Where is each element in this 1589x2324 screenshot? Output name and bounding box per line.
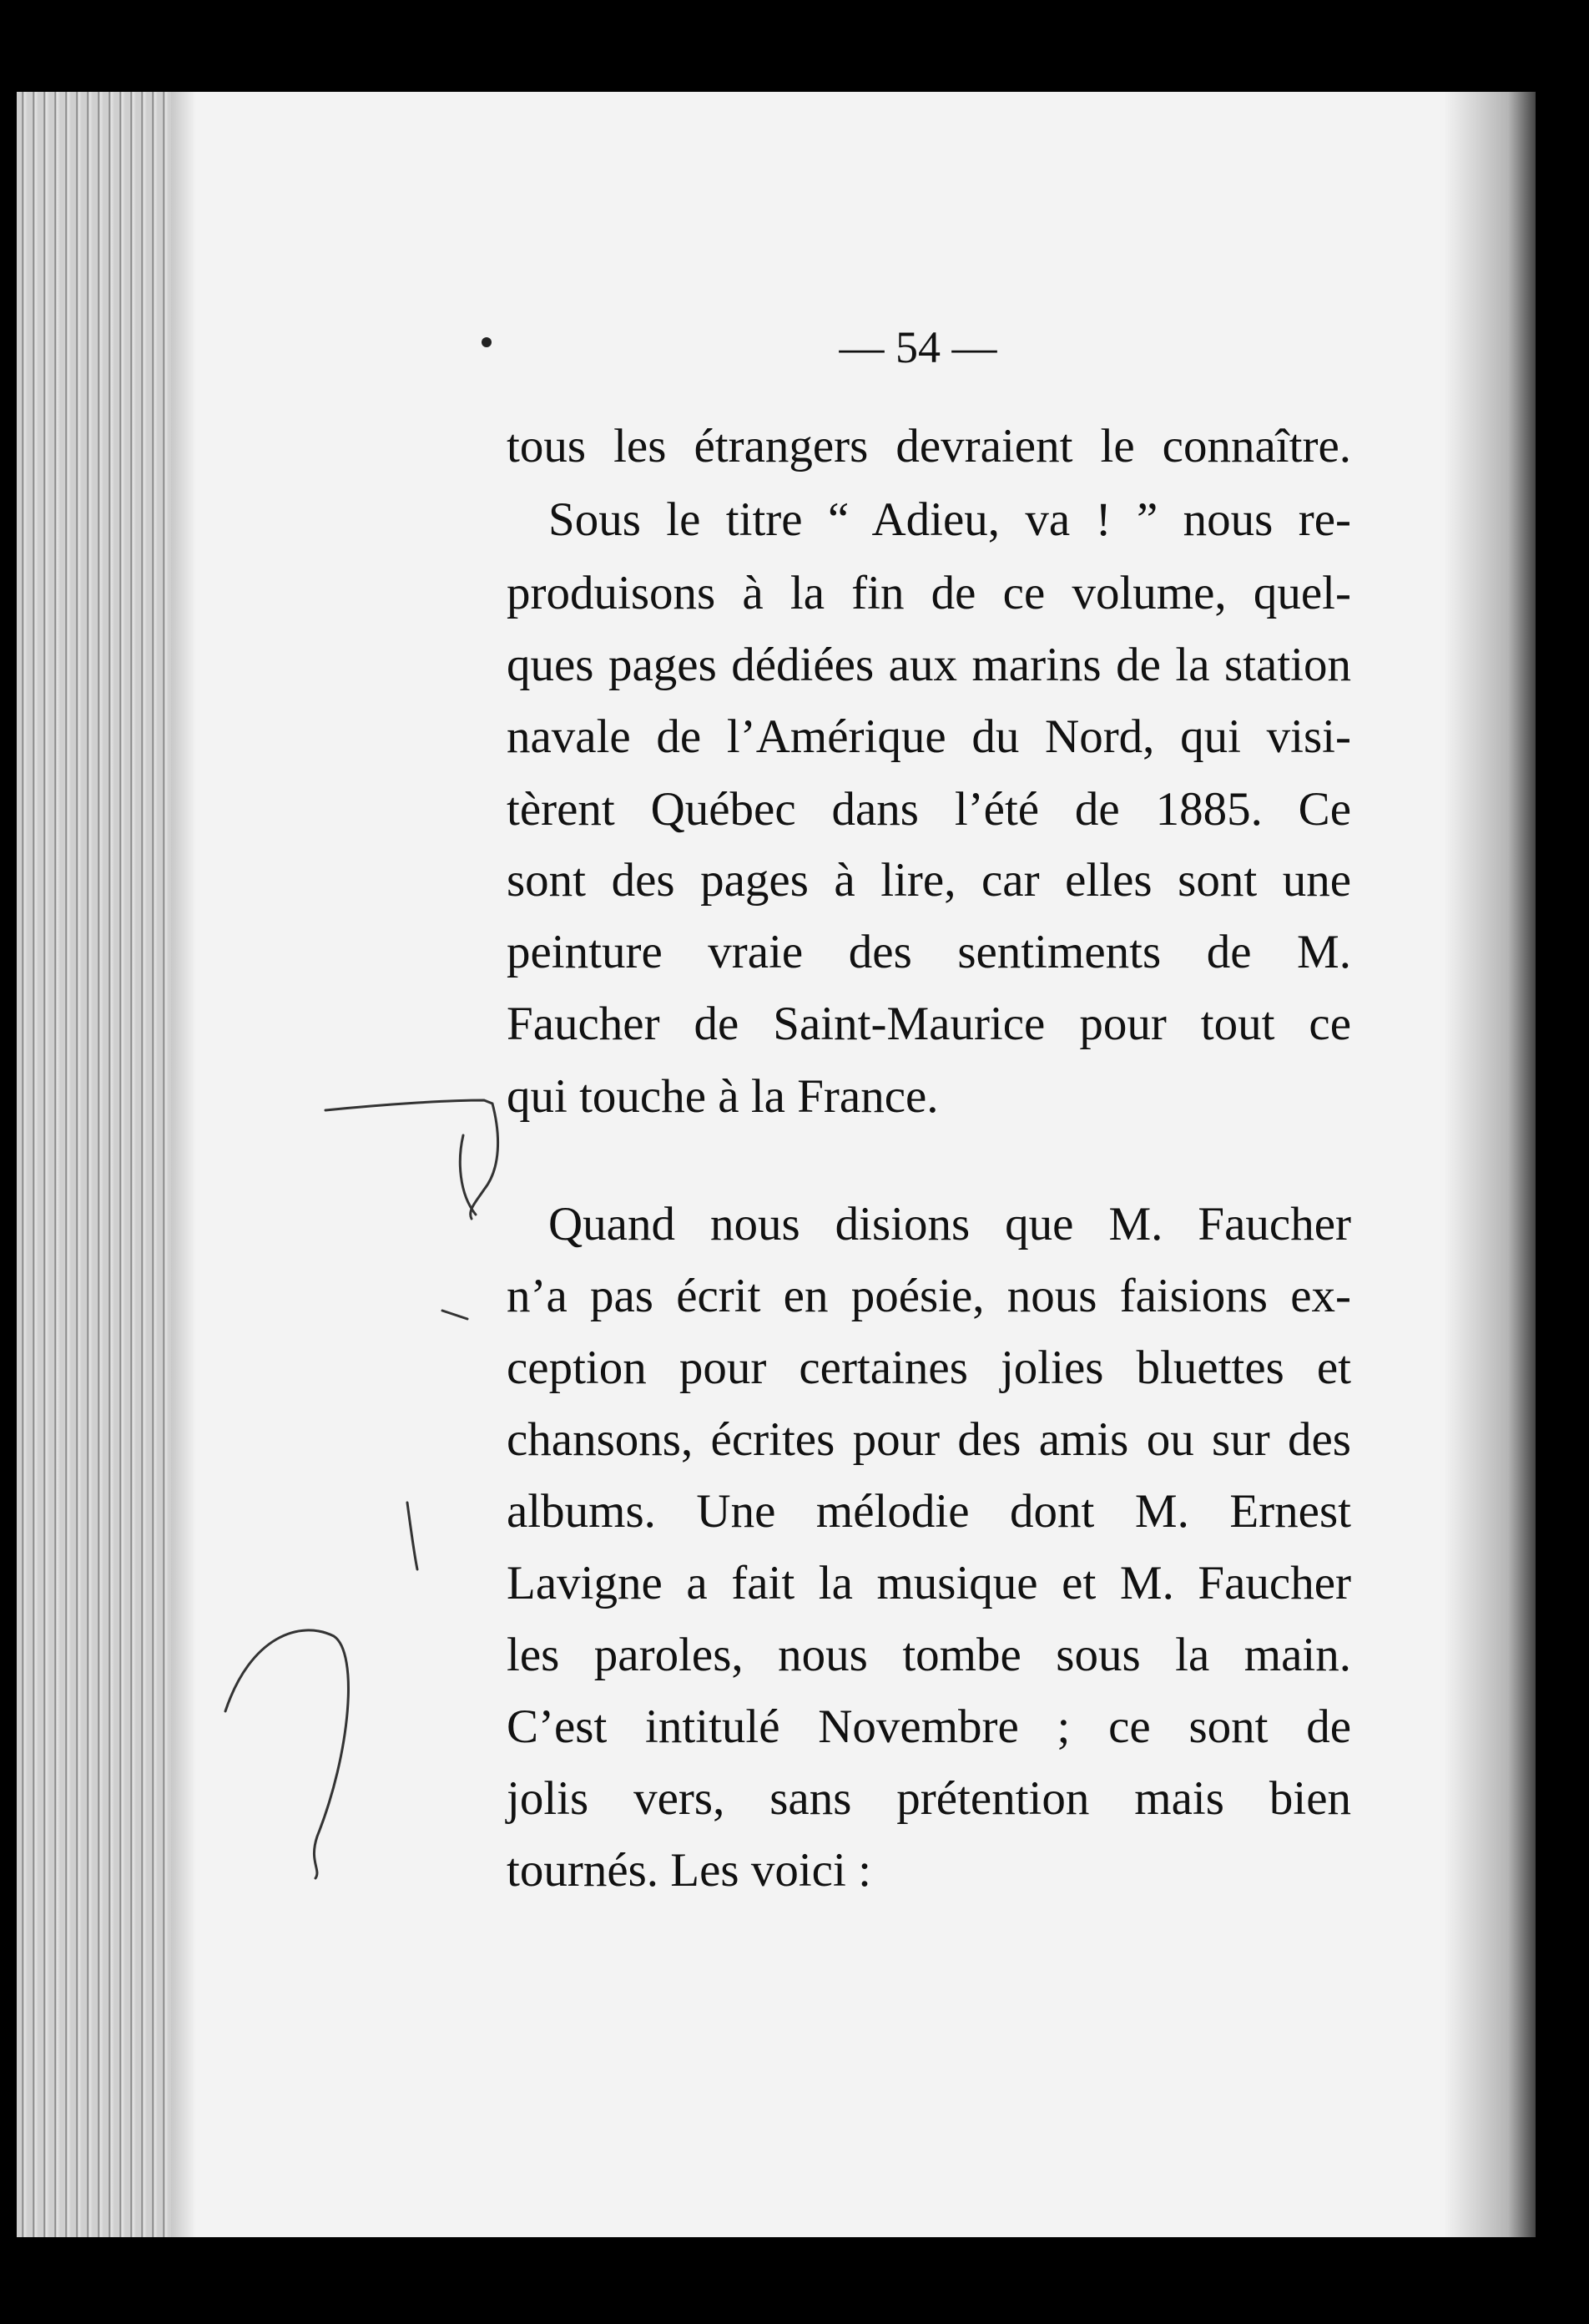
- pencil-bracket-mark: [325, 1100, 498, 1219]
- pencil-tick: [442, 1311, 467, 1319]
- text-line: peinture vraie des sentiments de M.: [507, 926, 1351, 978]
- text-line: qui touche à la France.: [507, 1070, 939, 1123]
- text-line: Lavigne a fait la musique et M. Faucher: [507, 1557, 1351, 1609]
- text-line: chansons, écrites pour des amis ou sur des: [507, 1413, 1351, 1466]
- page-number: — 54 —: [839, 322, 997, 372]
- text-line: n’a pas écrit en poésie, nous faisions ex-: [507, 1270, 1351, 1322]
- text-line: albums. Une mélodie dont M. Ernest: [507, 1485, 1351, 1538]
- text-line: les paroles, nous tombe sous la main.: [507, 1629, 1351, 1681]
- text-line: navale de l’Amérique du Nord, qui visi-: [507, 710, 1351, 763]
- text-line: produisons à la fin de ce volume, quel-: [507, 567, 1351, 619]
- text-line: jolis vers, sans prétention mais bien: [507, 1772, 1351, 1825]
- text-line: Quand nous disions que M. Faucher: [548, 1198, 1351, 1250]
- text-line: Sous le titre “ Adieu, va ! ” nous re-: [548, 493, 1351, 546]
- pencil-arc-mark: [225, 1630, 348, 1878]
- text-line: ception pour certaines jolies bluettes et: [507, 1341, 1351, 1394]
- ink-spot: [482, 337, 492, 347]
- text-line: tous les étrangers devraient le connaître.: [507, 420, 1351, 472]
- text-line: tèrent Québec dans l’été de 1885. Ce: [507, 783, 1351, 836]
- text-line: ques pages dédiées aux marins de la station: [507, 639, 1351, 691]
- text-line: Faucher de Saint-Maurice pour tout ce: [507, 998, 1351, 1050]
- pencil-vertical-mark: [407, 1503, 417, 1569]
- text-line: sont des pages à lire, car elles sont une: [507, 854, 1351, 907]
- text-line: C’est intitulé Novembre ; ce sont de: [507, 1700, 1351, 1753]
- text-line: tournés. Les voici :: [507, 1844, 871, 1897]
